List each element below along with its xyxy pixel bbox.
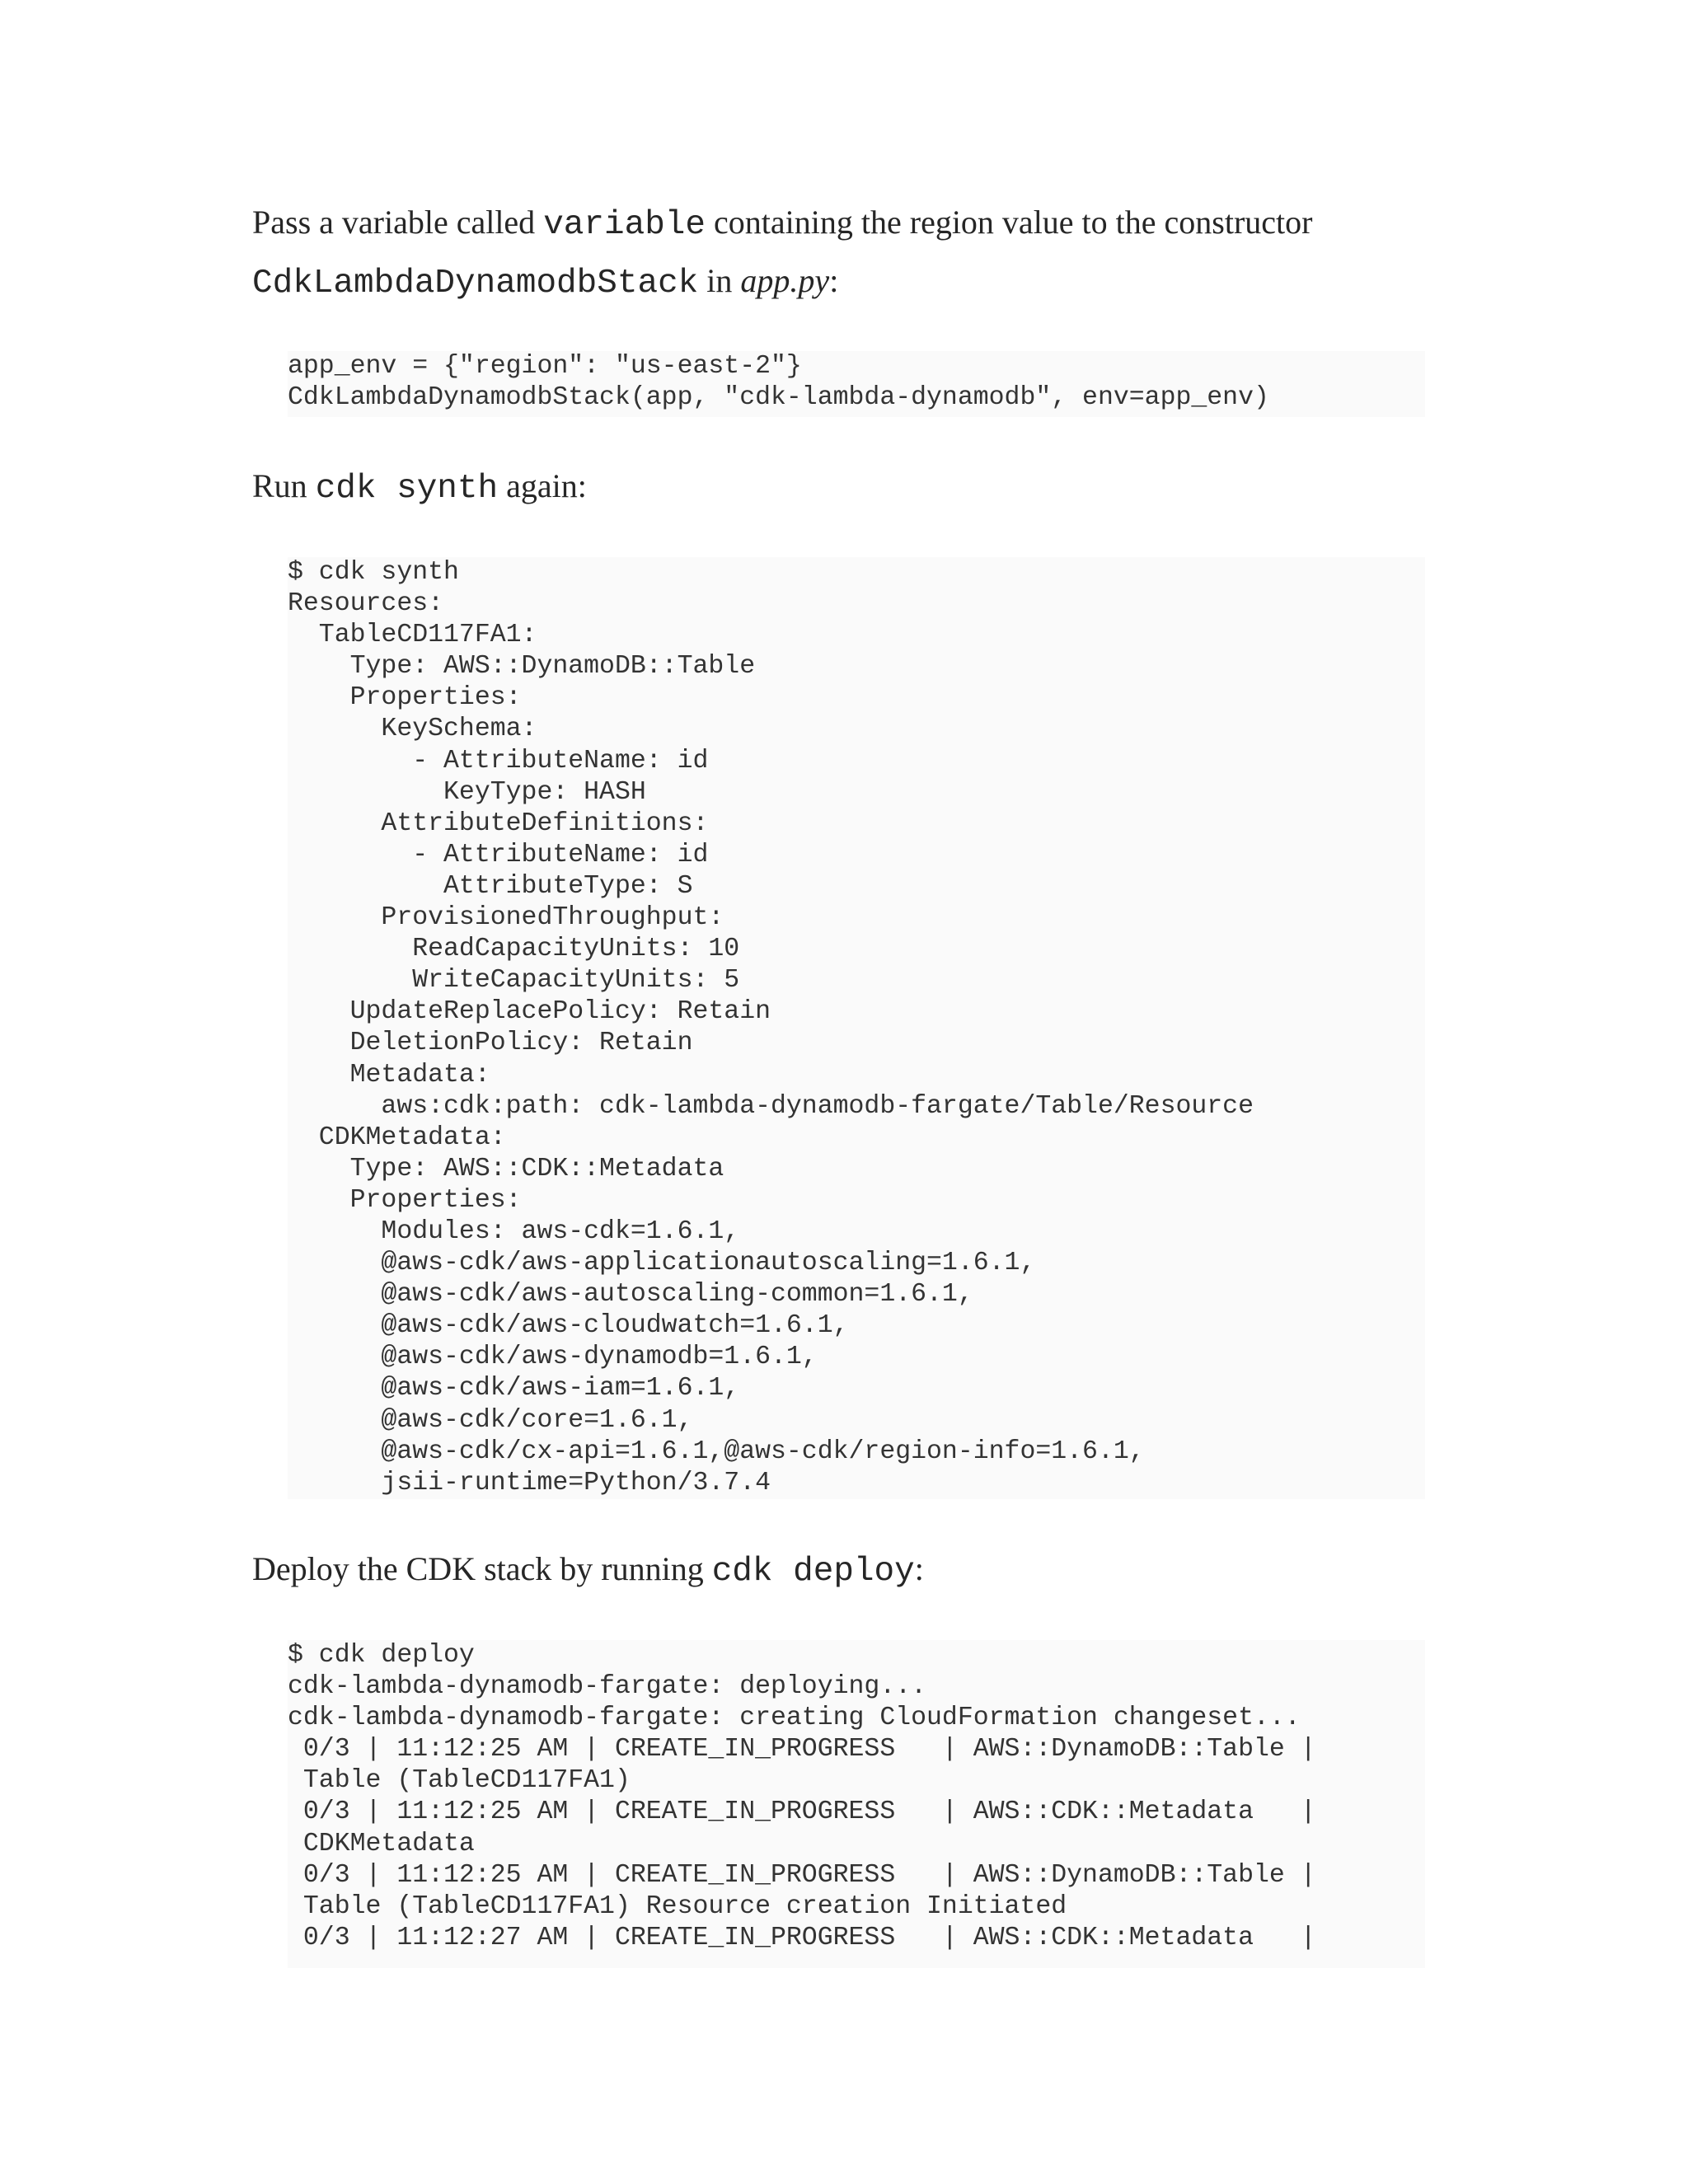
text-segment: containing the region value to the constructor bbox=[706, 204, 1313, 241]
file-name: app.py bbox=[740, 262, 830, 299]
text-segment: : bbox=[829, 262, 839, 299]
code-block-app-env bbox=[288, 351, 1425, 417]
code-block-synth-output bbox=[288, 557, 1425, 1499]
text-segment: again: bbox=[498, 467, 587, 504]
inline-code-cdk-synth: cdk synth bbox=[315, 470, 499, 508]
text-segment: Deploy the CDK stack by running bbox=[252, 1550, 712, 1587]
code-text: $ cdk deploy cdk-lambda-dynamodb-fargate: deploying... cdk-lambda-dynamodb-fargate: creating CloudFormation changeset... 0/3 | 11:12:25 AM | CREATE_IN_PROGRESS | AWS::DynamoDB::Table | Table (TableCD117FA1) 0/3 | 11:12:25 AM | CREATE_IN_PROGRESS | AWS::CDK::Metadata | CDKMetadata 0/3 | 11:12:25 AM | CREATE_IN_PROGRESS | AWS::DynamoDB::Table | Table (TableCD117FA1) Resource creation Initiated 0/3 | 11:12:27 AM | CREATE_IN_PROGRESS | AWS::CDK::Metadata | bbox=[288, 1641, 1316, 1952]
paragraph-run-synth bbox=[252, 458, 1423, 517]
inline-code-cdk-deploy: cdk deploy bbox=[711, 1553, 915, 1591]
paragraph-constructor-instructions bbox=[252, 194, 1423, 312]
code-text: $ cdk synth Resources: TableCD117FA1: Type: AWS::DynamoDB::Table Properties: KeySchema: - AttributeName: id KeyType: HASH AttributeDefinitions: - AttributeName: id AttributeType: S ProvisionedThroughput: ReadCapacityUnits: 10 WriteCapacityUnits: 5 UpdateReplacePolicy: Retain DeletionPolicy: Retain Metadata: aws:cdk:path: cdk-lambda-dynamodb-fargate/Table/Resource CDKMetadata: Type: AWS::CDK::Metadata Properties: Modules: aws-cdk=1.6.1, @aws-cdk/aws-applicationautoscaling=1.6.1, @aws-cdk/aws-autoscaling-common=1.6.1, @aws-cdk/aws-cloudwatch=1.6.1, @aws-cdk/aws-dynamodb=1.6.1, @aws-cdk/aws-iam=1.6.1, @aws-cdk/core=1.6.1, @aws-cdk/cx-api=1.6.1,@aws-cdk/region-info=1.6.1, jsii-runtime=Python/3.7.4 bbox=[288, 558, 1254, 1497]
inline-code-variable: variable bbox=[543, 206, 706, 244]
code-block-deploy-output bbox=[288, 1640, 1425, 1968]
text-segment: in bbox=[698, 262, 741, 299]
text-segment: Run bbox=[252, 467, 316, 504]
code-text: app_env = {"region": "us-east-2"} CdkLambdaDynamodbStack(app, "cdk-lambda-dynamodb", env=app_env) bbox=[288, 352, 1269, 413]
inline-code-stack-class: CdkLambdaDynamodbStack bbox=[252, 265, 699, 302]
paragraph-deploy-stack bbox=[252, 1541, 1423, 1600]
text-segment: : bbox=[914, 1550, 924, 1587]
text-segment: Pass a variable called bbox=[252, 204, 544, 241]
